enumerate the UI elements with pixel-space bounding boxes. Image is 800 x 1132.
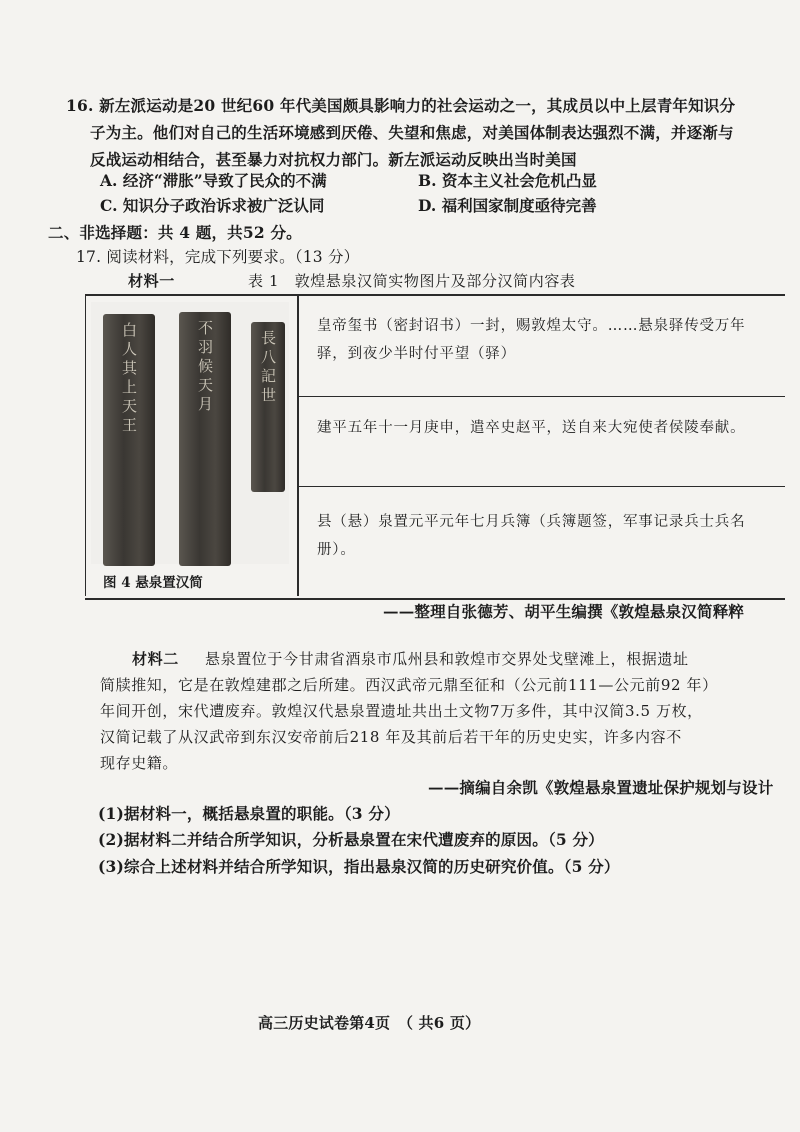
table-title: 表 1 敦煌悬泉汉简实物图片及部分汉简内容表 [248, 272, 576, 290]
bamboo-slip-1 [103, 314, 155, 566]
q16-line2: 子为主。他们对自己的生活环境感到厌倦、失望和焦虑，对美国体制表达强烈不满，并逐渐与 [90, 123, 734, 142]
page-footer: 高三历史试卷第4页 （ 共6 页） [258, 1014, 481, 1032]
material2-line-1: 悬泉置位于今甘肃省酒泉市瓜州县和敦煌市交界处戈壁滩上，根据遗址 [205, 650, 689, 668]
bamboo-slips-photo [91, 302, 289, 564]
q17-intro: 17. 阅读材料，完成下列要求。（13 分） [76, 248, 360, 266]
table-row-1: 皇帝玺书（密封诏书）一封，赐敦煌太守。……悬泉驿传受万年驿，到夜少半时付平望（驿） [317, 318, 746, 362]
material2-line-3: 年间开创，宋代遭废弃。敦煌汉代悬泉置遗址共出土文物7万多件，其中汉简3.5 万枚， [100, 702, 703, 720]
slip-1-text: 白人其上天王 [120, 322, 138, 436]
q16-option-c: C. 知识分子政治诉求被广泛认同 [100, 196, 325, 215]
table-divider-2 [297, 486, 785, 487]
material1-label: 材料一 [128, 272, 175, 290]
q17-sub1: (1)据材料一，概括悬泉置的职能。（3 分） [98, 804, 400, 823]
bamboo-slip-2 [179, 312, 231, 566]
material2-line-4: 汉简记载了从汉武帝到东汉安帝前后218 年及其前后若干年的历史史实，许多内容不 [100, 728, 682, 746]
q16-option-d: D. 福利国家制度亟待完善 [418, 196, 597, 215]
material1-table [85, 294, 785, 600]
table-row-3: 县（悬）泉置元平元年七月兵簿（兵簿题签，军事记录兵士兵名册）。 [317, 514, 746, 558]
q17-sub3: (3)综合上述材料并结合所学知识，指出悬泉汉简的历史研究价值。（5 分） [98, 857, 620, 876]
q16-line3: 反战运动相结合，甚至暴力对抗权力部门。新左派运动反映出当时美国 [90, 150, 577, 169]
material2-label: 材料二 [132, 650, 179, 668]
q16-option-b: B. 资本主义社会危机凸显 [418, 171, 597, 190]
q16-line1: 16. 新左派运动是20 世纪60 年代美国颇具影响力的社会运动之一，其成员以中上层青年知识分 [66, 96, 736, 115]
q16-option-a: A. 经济“滞胀”导致了民众的不满 [100, 171, 327, 190]
slip-3-text: 長八記世 [259, 330, 277, 406]
material1-source: ——整理自张德芳、胡平生编撰《敦煌悬泉汉简释粹 [383, 602, 745, 621]
figure-caption: 图 4 悬泉置汉简 [103, 575, 203, 591]
table-divider-1 [297, 396, 785, 397]
table-row-2: 建平五年十一月庚申，遣卒史赵平，送自来大宛使者侯陵奉献。 [317, 420, 746, 436]
figure-cell [85, 296, 299, 596]
slip-2-text: 不羽候天月 [196, 320, 214, 415]
material2-line-2: 简牍推知，它是在敦煌建郡之后所建。西汉武帝元鼎至征和（公元前111—公元前92 年） [100, 676, 718, 694]
material2-line-5: 现存史籍。 [100, 754, 179, 772]
material2-source: ——摘编自余凯《敦煌悬泉置遗址保护规划与设计 [428, 778, 774, 797]
q17-sub2: (2)据材料二并结合所学知识，分析悬泉置在宋代遭废弃的原因。（5 分） [98, 830, 604, 849]
section2-heading: 二、非选择题：共 4 题，共52 分。 [48, 223, 302, 242]
bamboo-slip-3 [251, 322, 285, 492]
